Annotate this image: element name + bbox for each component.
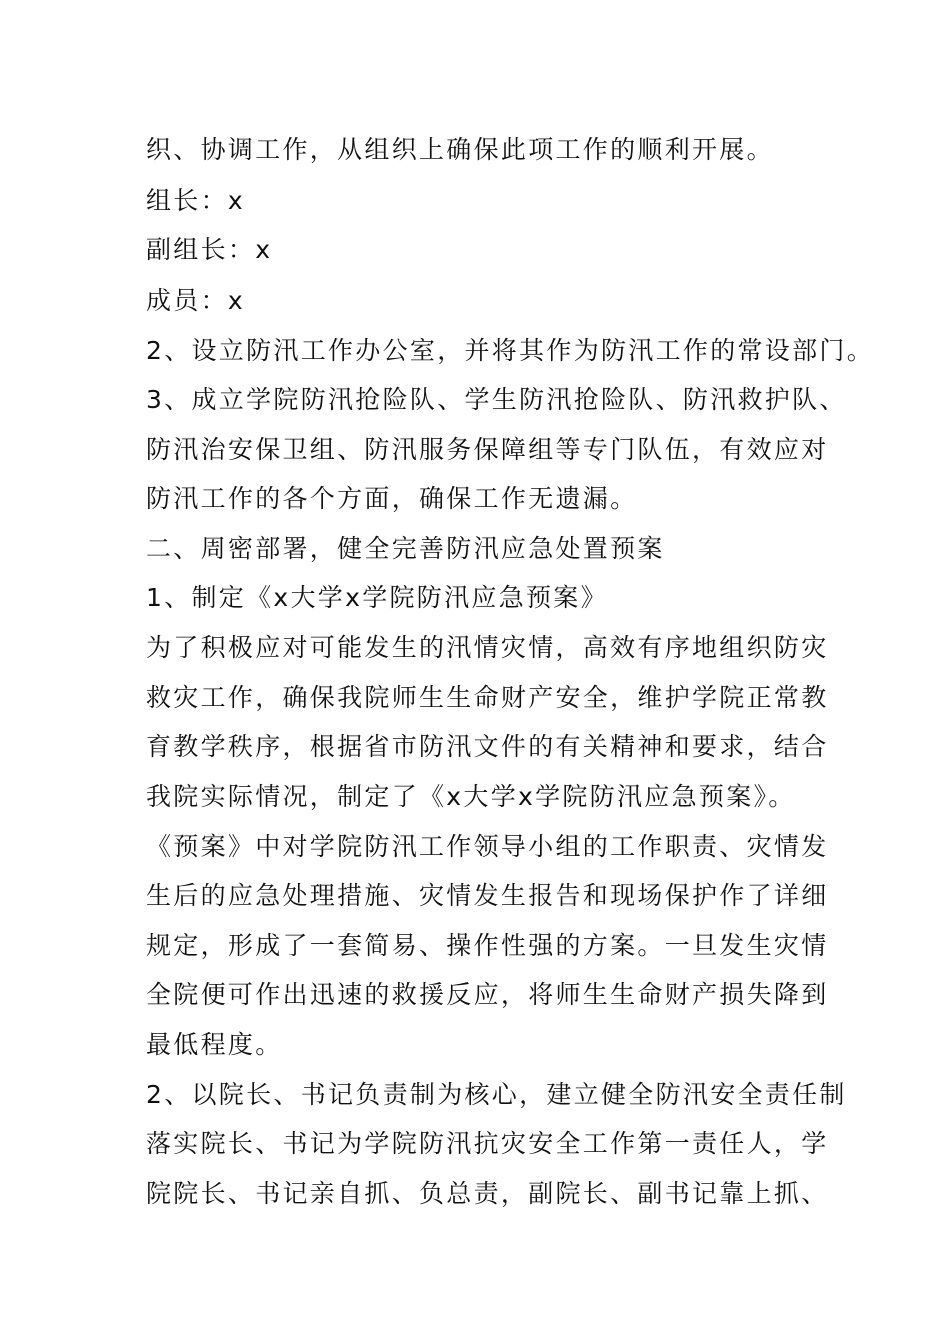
text-line: 二、周密部署，健全完善防汛应急处置预案 bbox=[146, 534, 665, 563]
text-line: 育教学秩序，根据省市防汛文件的有关精神和要求，结合 bbox=[146, 732, 829, 761]
text-line: 为了积极应对可能发生的汛情灾情，高效有序地组织防灾 bbox=[146, 633, 829, 662]
text-line: 1、制定《x大学x学院防汛应急预案》 bbox=[146, 583, 608, 612]
text-line: 规定，形成了一套简易、操作性强的方案。一旦发生灾情 bbox=[146, 931, 829, 960]
text-line: 《预案》中对学院防汛工作领导小组的工作职责、灾情发 bbox=[146, 832, 829, 861]
text-line: 全院便可作出迅速的救援反应，将师生生命财产损失降到 bbox=[146, 980, 829, 1009]
text-line: 2、设立防汛工作办公室，并将其作为防汛工作的常设部门。 bbox=[146, 336, 875, 365]
text-line: 落实院长、书记为学院防汛抗灾安全工作第一责任人，学 bbox=[146, 1129, 829, 1158]
text-line: 防汛工作的各个方面，确保工作无遗漏。 bbox=[146, 484, 638, 513]
text-line: 我院实际情况，制定了《x大学x学院防汛应急预案》。 bbox=[146, 782, 796, 811]
text-line: 院院长、书记亲自抓、负总责，副院长、副书记靠上抓、 bbox=[146, 1179, 829, 1208]
text-line: 组长：x bbox=[146, 186, 245, 215]
text-line: 最低程度。 bbox=[146, 1030, 283, 1059]
text-line: 织、协调工作，从组织上确保此项工作的顺利开展。 bbox=[146, 135, 774, 164]
text-line: 防汛治安保卫组、防汛服务保障组等专门队伍，有效应对 bbox=[146, 435, 829, 464]
text-line: 生后的应急处理措施、灾情发生报告和现场保护作了详细 bbox=[146, 881, 829, 910]
text-line: 3、成立学院防汛抢险队、学生防汛抢险队、防汛救护队、 bbox=[146, 385, 847, 414]
text-line: 救灾工作，确保我院师生生命财产安全，维护学院正常教 bbox=[146, 683, 829, 712]
text-line: 成员：x bbox=[146, 286, 245, 315]
text-line: 副组长：x bbox=[146, 235, 273, 264]
text-line: 2、以院长、书记负责制为核心，建立健全防汛安全责任制 bbox=[146, 1080, 847, 1109]
